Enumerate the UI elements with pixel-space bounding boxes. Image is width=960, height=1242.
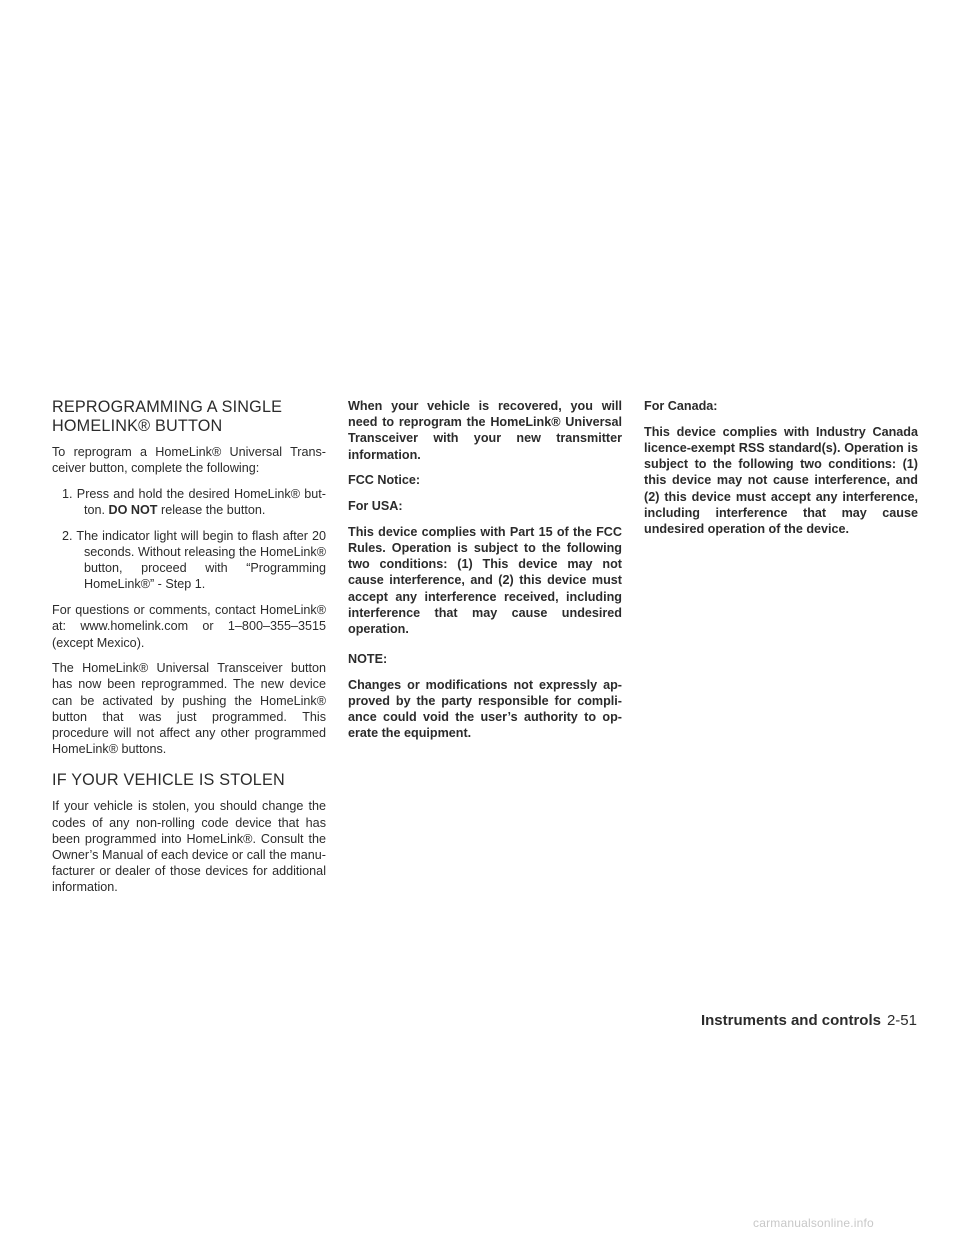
heading-stolen: IF YOUR VEHICLE IS STOLEN [52, 771, 285, 790]
label-note: NOTE: [348, 652, 388, 667]
list-item [52, 528, 326, 593]
label-for-usa: For USA: [348, 499, 403, 514]
paragraph-reprogrammed: The HomeLink® Universal Transceiver button has now been reprogrammed. The new device can be activated by pushing the HomeLink® button that was just programmed. This procedure will not affect any other programmed HomeLink® buttons. [52, 661, 326, 757]
page-footer [701, 1012, 917, 1029]
step-number: 1. [62, 486, 73, 501]
heading-reprogramming-line1: REPROGRAMMING A SINGLE [52, 398, 283, 416]
step-text: The indicator light will begin to flash after 20 seconds. Without releasing the HomeLink® button, proceed with “Programming HomeLink®” - Step 1. [76, 528, 326, 592]
step-text-after: release the button. [157, 503, 266, 518]
footer-section-title: Instruments and controls [700, 1012, 881, 1029]
step-bold-text: DO NOT [108, 503, 158, 518]
label-fcc-notice: FCC Notice: [348, 473, 421, 488]
list-item [52, 486, 326, 518]
column-right [644, 398, 918, 547]
column-left [52, 398, 326, 905]
label-for-canada: For Canada: [644, 399, 718, 413]
paragraph-canada: This device complies with Industry Canada licence-exempt RSS standard(s). Operation is subject to the following two conditions: (1) this device may not cause interference, and (2) this device must accept any interference, including interference that may cause undesired operation of the device. [644, 424, 918, 536]
paragraph-fcc: This device complies with Part 15 of the FCC Rules. Operation is subject to the following two conditions: (1) This device may not cause interference, and (2) this device must accept any interference received, including interference that may cause undesired operation. [348, 524, 622, 636]
heading-reprogramming [52, 398, 326, 436]
paragraph-note: Changes or modifications not expressly approved by the party responsible for compliance could void the user’s authority to operate the equipment. [348, 677, 622, 741]
steps-list [52, 486, 326, 593]
paragraph-recovered: When your vehicle is recovered, you will need to reprogram the HomeLink® Universal Transceiver with your new transmitter information. [348, 399, 622, 462]
step-text: Press and hold the desired HomeLink® button. [76, 486, 326, 518]
paragraph-intro: To reprogram a HomeLink® Universal Transceiver button, complete the following: [52, 445, 326, 476]
paragraph-stolen: If your vehicle is stolen, you should change the codes of any non-rolling code device that has been programmed into HomeLink®. Consult the Owner’s Manual of each device or call the manufacturer or dealer of those devices for additional information. [52, 799, 326, 895]
watermark-text: carmanualsonline.info [753, 1216, 874, 1230]
step-number: 2. [62, 528, 73, 543]
heading-reprogramming-line2: HOMELINK® BUTTON [52, 417, 223, 435]
column-middle [348, 398, 622, 751]
paragraph-contact: For questions or comments, contact HomeLink® at: www.homelink.com or 1–800–355–3515 (except Mexico). [52, 603, 326, 650]
page-number: 2-51 [886, 1012, 917, 1029]
